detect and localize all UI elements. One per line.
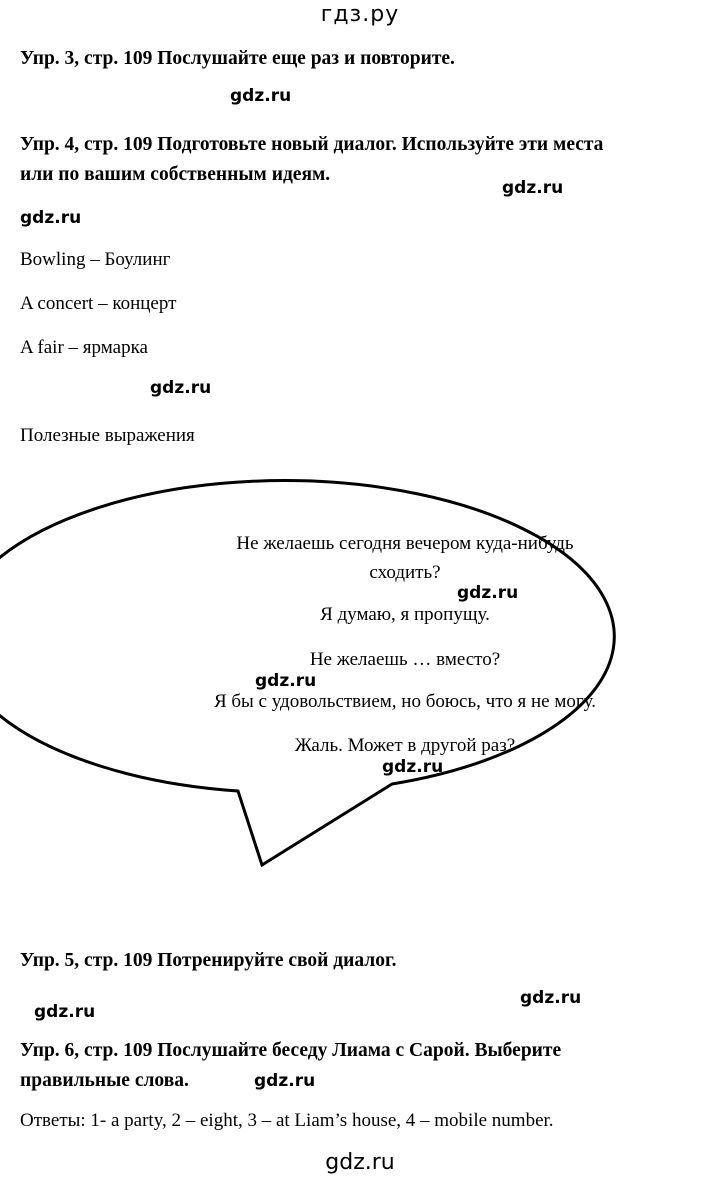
exercise-6-answers: Ответы: 1- a party, 2 – eight, 3 – at Liam’s house, 4 – mobile number. [20, 1110, 554, 1131]
watermark: gdz.ru [230, 86, 292, 106]
watermark: gdz.ru [150, 378, 212, 398]
useful-phrases-heading: Полезные выражения [20, 425, 195, 446]
exercise-3-title: Упр. 3, стр. 109 Послушайте еще раз и повторите. [20, 48, 455, 69]
watermark: gdz.ru [457, 583, 519, 603]
place-item-fair: A fair – ярмарка [20, 337, 148, 358]
watermark: gdz.ru [254, 1071, 316, 1091]
bubble-phrase: Не желаешь … вместо? [309, 649, 501, 670]
place-item-concert: A concert – концерт [20, 293, 177, 314]
bubble-phrase: Я думаю, я пропущу. [320, 604, 490, 625]
watermark: gdz.ru [520, 988, 582, 1008]
bubble-phrase: Жаль. Может в другой раз? [294, 735, 516, 756]
footer-watermark: gdz.ru [325, 1150, 395, 1175]
bubble-phrase: сходить? [369, 562, 441, 583]
exercise-5-title: Упр. 5, стр. 109 Потренируйте свой диалог. [20, 950, 397, 971]
exercise-4-title-line2: или по вашим собственным идеям. [20, 164, 331, 185]
watermark: gdz.ru [502, 178, 564, 198]
watermark: gdz.ru [255, 671, 317, 691]
watermark: gdz.ru [20, 208, 82, 228]
bubble-phrase: Не желаешь сегодня вечером куда-нибудь [236, 533, 574, 554]
watermark: gdz.ru [34, 1002, 96, 1022]
exercise-6-title-line1: Упр. 6, стр. 109 Послушайте беседу Лиама с Сарой. Выберите [20, 1040, 562, 1061]
exercise-4-title-line1: Упр. 4, стр. 109 Подготовьте новый диалог. Используйте эти места [20, 134, 604, 155]
exercise-6-title-line2: правильные слова. [20, 1070, 189, 1091]
watermark: gdz.ru [382, 757, 444, 777]
place-item-bowling: Bowling – Боулинг [20, 249, 171, 270]
bubble-phrase: Я бы с удовольствием, но боюсь, что я не могу. [213, 691, 597, 712]
site-header-title: гдз.ру [320, 2, 400, 27]
